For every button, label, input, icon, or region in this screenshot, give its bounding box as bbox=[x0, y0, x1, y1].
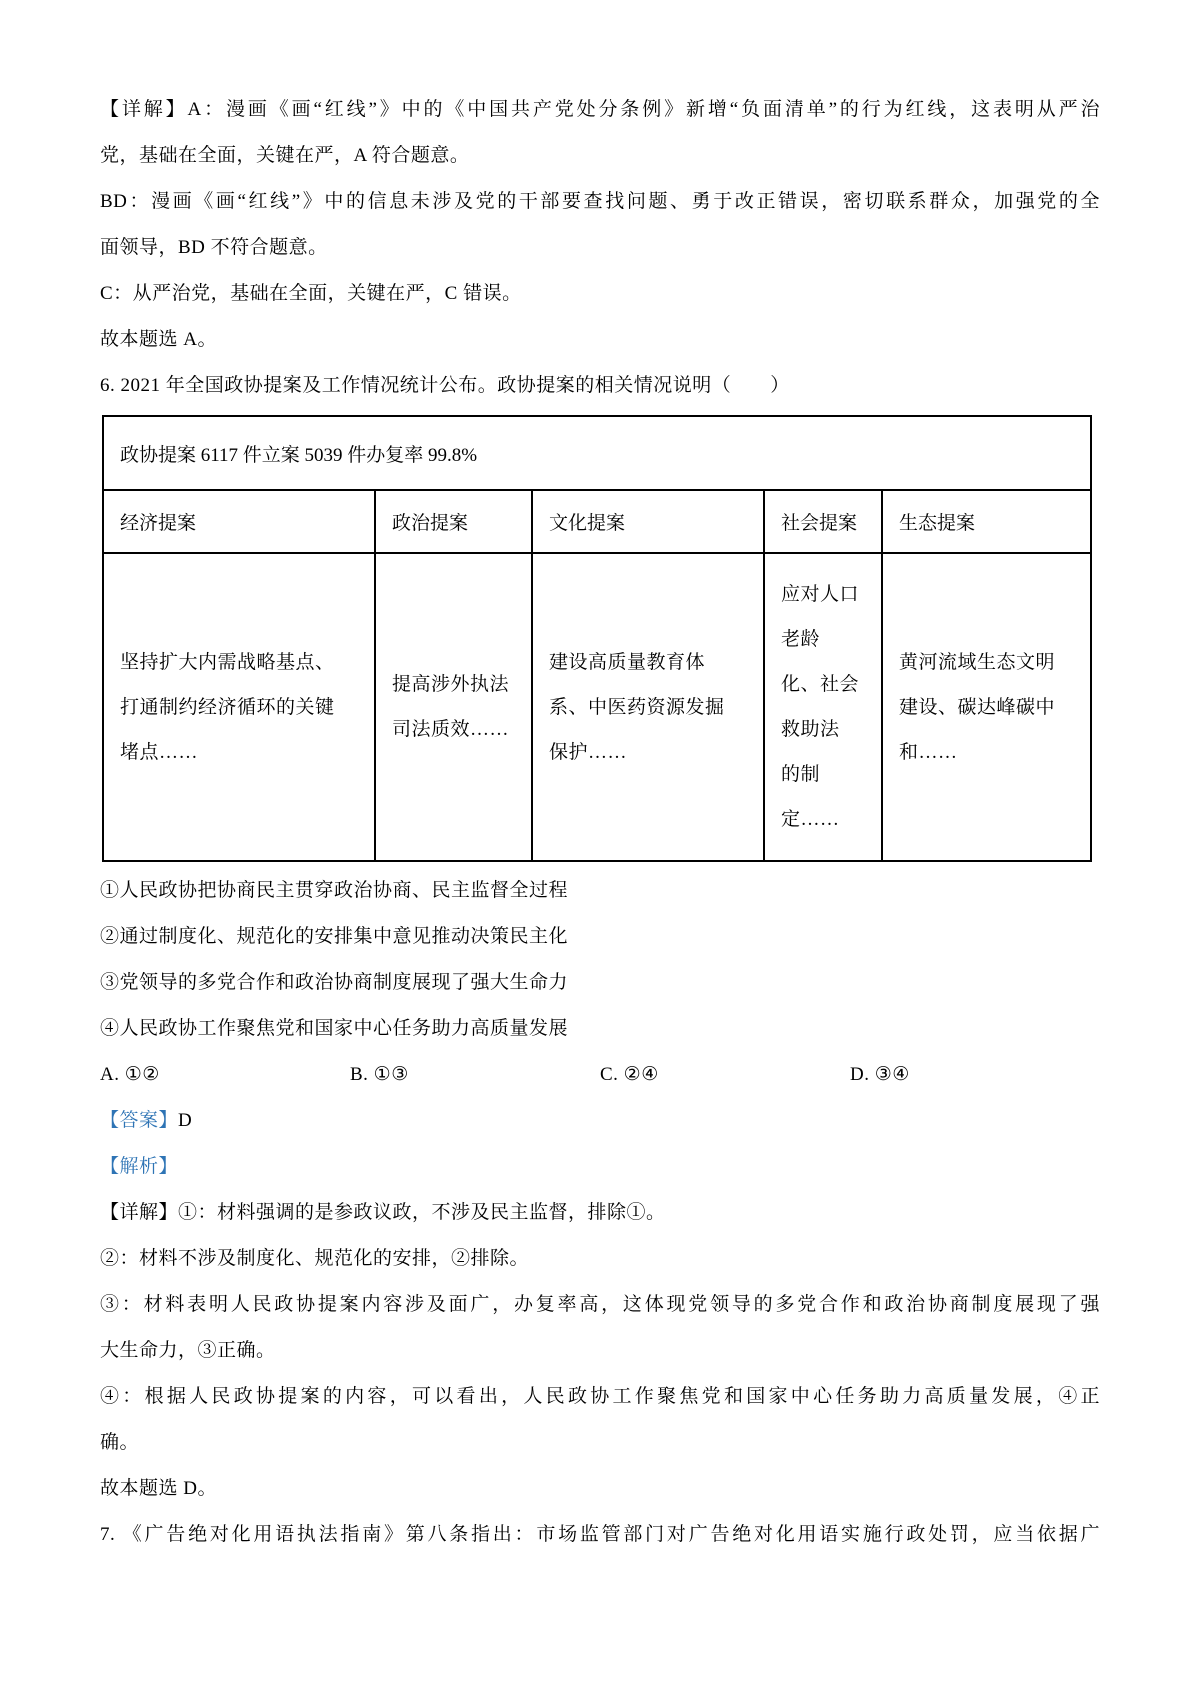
detail-line: ③：材料表明人民政协提案内容涉及面广，办复率高，这体现党领导的多党合作和政治协商制度展现了强 bbox=[100, 1294, 1100, 1315]
table-cell-line: 建设高质量教育体 bbox=[549, 651, 706, 673]
choice-c: C. ②④ bbox=[600, 1064, 659, 1085]
question-stem: 7. 《广告绝对化用语执法指南》第八条指出：市场监管部门对广告绝对化用语实施行政处罚，应当依据广 bbox=[100, 1524, 1100, 1545]
table-cell-line: 打通制约经济循环的关键 bbox=[120, 696, 335, 718]
table-caption-cell: 政协提案 6117 件立案 5039 件办复率 99.8% bbox=[103, 416, 1091, 490]
table-cell-political bbox=[375, 553, 532, 861]
table-header-ecological: 生态提案 bbox=[882, 490, 1091, 553]
option-statement-1: ①人民政协把协商民主贯穿政治协商、民主监督全过程 bbox=[100, 880, 569, 901]
option-statement-4: ④人民政协工作聚焦党和国家中心任务助力高质量发展 bbox=[100, 1018, 569, 1039]
explanation-line: 面领导，BD 不符合题意。 bbox=[100, 237, 328, 258]
table-cell-economic bbox=[103, 553, 375, 861]
table-body-row bbox=[103, 553, 1091, 861]
answer-value: D bbox=[178, 1110, 193, 1131]
proposal-stats-table bbox=[102, 415, 1092, 862]
table-cell-line: 司法质效…… bbox=[392, 719, 510, 740]
detail-line: 【详解】①：材料强调的是参政议政，不涉及民主监督，排除①。 bbox=[100, 1202, 666, 1223]
table-cell-line: 坚持扩大内需战略基点、 bbox=[120, 651, 335, 673]
table-header-row bbox=[103, 490, 1091, 553]
table-cell-line: 系、中医药资源发掘 bbox=[549, 696, 725, 718]
table-cell-line: 黄河流域生态文明 bbox=[899, 651, 1056, 673]
question-block-q6 bbox=[100, 363, 1100, 1512]
choices-row bbox=[100, 1052, 1100, 1098]
table-cell-line: 堵点…… bbox=[120, 741, 199, 763]
table-header-cultural: 文化提案 bbox=[532, 490, 764, 553]
explanation-block-q5 bbox=[100, 87, 1100, 363]
table-cell-line: 和…… bbox=[899, 741, 958, 763]
table-cell-cultural bbox=[532, 553, 764, 861]
analysis-line bbox=[100, 1144, 1100, 1190]
choice-a: A. ①② bbox=[100, 1064, 160, 1085]
table-cell-line: 保护…… bbox=[549, 741, 628, 763]
table-cell-ecological bbox=[882, 553, 1091, 861]
explanation-line: 党，基础在全面，关键在严，A 符合题意。 bbox=[100, 145, 470, 166]
choice-d: D. ③④ bbox=[850, 1064, 910, 1085]
table-cell-line: 定…… bbox=[781, 809, 840, 830]
choice-b: B. ①③ bbox=[350, 1064, 409, 1085]
option-statement-2: ②通过制度化、规范化的安排集中意见推动决策民主化 bbox=[100, 926, 569, 947]
explanation-line: 【详解】A：漫画《画“红线”》中的《中国共产党处分条例》新增“负面清单”的行为红线，这表明从严治 bbox=[100, 99, 1100, 120]
table-cell-line: 的制 bbox=[781, 764, 821, 785]
table-header-economic: 经济提案 bbox=[103, 490, 375, 553]
table-cell-line: 建设、碳达峰碳中 bbox=[899, 696, 1056, 718]
table-cell-line: 应对人口 bbox=[781, 584, 860, 605]
table-cell-line: 提高涉外执法 bbox=[392, 674, 510, 695]
table-cell-social bbox=[764, 553, 882, 861]
explanation-line: BD：漫画《画“红线”》中的信息未涉及党的干部要查找问题、勇于改正错误，密切联系群众，加强党的全 bbox=[100, 191, 1100, 212]
table-header-social: 社会提案 bbox=[764, 490, 882, 553]
analysis-label: 【解析】 bbox=[100, 1156, 179, 1177]
explanation-line: C：从严治党，基础在全面，关键在严，C 错误。 bbox=[100, 283, 522, 304]
answer-label: 【答案】 bbox=[100, 1110, 179, 1131]
table-cell-line: 老龄 bbox=[781, 629, 821, 650]
question-block-q7 bbox=[100, 1512, 1100, 1558]
detail-line: ②：材料不涉及制度化、规范化的安排，②排除。 bbox=[100, 1248, 530, 1269]
table-cell-line: 化、社会 bbox=[781, 674, 860, 695]
detail-line: 大生命力，③正确。 bbox=[100, 1340, 276, 1361]
table-header-political: 政治提案 bbox=[375, 490, 532, 553]
question-stem: 6. 2021 年全国政协提案及工作情况统计公布。政协提案的相关情况说明（ ） bbox=[100, 375, 790, 396]
table-caption-row bbox=[103, 416, 1091, 490]
conclusion-line: 故本题选 A。 bbox=[100, 329, 217, 350]
option-statement-3: ③党领导的多党合作和政治协商制度展现了强大生命力 bbox=[100, 972, 569, 993]
answer-line bbox=[100, 1098, 1100, 1144]
table-cell-line: 救助法 bbox=[781, 719, 840, 740]
conclusion-line: 故本题选 D。 bbox=[100, 1478, 217, 1499]
detail-line: ④：根据人民政协提案的内容，可以看出，人民政协工作聚焦党和国家中心任务助力高质量发展，④正 bbox=[100, 1386, 1100, 1407]
detail-line: 确。 bbox=[100, 1432, 140, 1453]
